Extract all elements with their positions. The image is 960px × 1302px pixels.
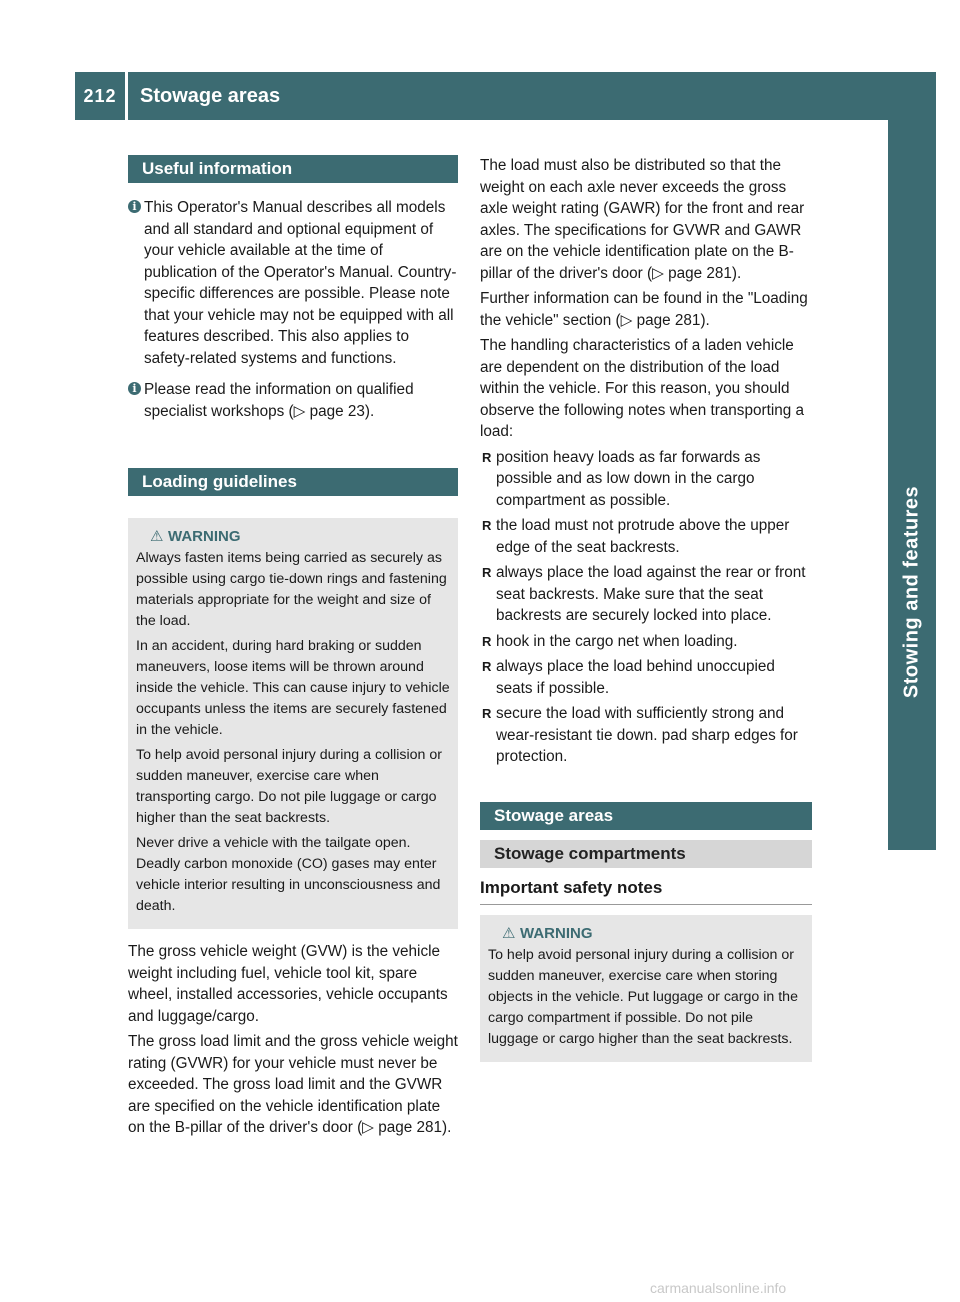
stowage-areas-heading: Stowage areas: [480, 802, 812, 830]
watermark: carmanualsonline.info: [650, 1280, 787, 1296]
body-paragraph: The gross vehicle weight (GVW) is the vehicle weight including fuel, vehicle tool kit, spare wheel, installed accessories, vehicle occupants and luggage/cargo.: [128, 943, 448, 1025]
page-title: Stowage areas: [128, 72, 888, 120]
list-item: R the load must not protrude above the upper edge of the seat backrests.: [480, 515, 812, 558]
list-item: R secure the load with sufficiently strong and wear-resistant tie down. pad sharp edges for protection.: [480, 703, 812, 768]
info-icon: i: [128, 382, 141, 395]
warning-header: [488, 923, 804, 945]
warning-label: WARNING: [168, 528, 241, 545]
warning-box: [480, 915, 812, 1062]
warning-paragraph: Never drive a vehicle with the tailgate open. Deadly carbon monoxide (CO) gases may enter vehicle interior resulting in unconsciousness and death.: [136, 835, 441, 914]
body-paragraph: The gross load limit and the gross vehicle weight rating (GVWR) for your vehicle must never be exceeded. The gross load limit and the GVWR are specified on the vehicle identification plate on the B-pillar of the driver's door (▷ page 281).: [128, 1033, 458, 1136]
page-header: [75, 72, 888, 120]
right-column: [480, 155, 812, 1062]
list-item: R always place the load behind unoccupied seats if possible.: [480, 656, 812, 699]
page-number: 212: [75, 72, 125, 120]
warning-label: WARNING: [520, 924, 593, 942]
list-item: R always place the load against the rear or front seat backrests. Make sure that the seat backrests are securely locked into place.: [480, 562, 812, 627]
list-item: R position heavy loads as far forwards as possible and as low down in the cargo compartment as possible.: [480, 447, 812, 512]
warning-triangle-icon: ⚠: [502, 924, 516, 942]
warning-paragraph: To help avoid personal injury during a collision or sudden maneuver, exercise care when transporting cargo. Do not pile luggage or cargo higher than the seat backrests.: [136, 747, 442, 826]
warning-paragraph: Always fasten items being carried as securely as possible using cargo tie-down rings and fastening materials appropriate for the weight and size of the load.: [136, 550, 447, 629]
safety-notes-heading: Important safety notes: [480, 868, 812, 905]
list-item: R hook in the cargo net when loading.: [480, 631, 812, 653]
body-paragraph: The load must also be distributed so that the weight on each axle never exceeds the gross axle weight rating (GAWR) for the front and rear axles. The specifications for GVWR and GAWR are on the vehicle identification plate on the B-pillar of the driver's door (▷ page 281).: [480, 157, 805, 282]
warning-paragraph: To help avoid personal injury during a collision or sudden maneuver, exercise care when storing objects in the vehicle. Put luggage or cargo in the cargo compartment if possible. Do not pile luggage or cargo higher than the seat backrests.: [488, 946, 798, 1047]
loading-guidelines-heading: Loading guidelines: [128, 468, 458, 496]
body-paragraph: The handling characteristics of a laden vehicle are dependent on the distribution of the load within the vehicle. For this reason, you should observe the following notes when transporting a load:: [480, 337, 804, 440]
info-icon: i: [128, 200, 141, 213]
stowage-compartments-heading: Stowage compartments: [480, 840, 812, 868]
loading-notes-list: [480, 447, 812, 768]
left-column: [128, 155, 458, 1143]
info-note: [128, 379, 458, 422]
warning-paragraph: In an accident, during hard braking or sudden maneuvers, loose items will be thrown around inside the vehicle. This can cause injury to vehicle occupants unless the items are securely fastened in the vehicle.: [136, 638, 450, 738]
warning-header: [136, 526, 450, 548]
info-text: This Operator's Manual describes all models and all standard and optional equipment of your vehicle available at the time of publication of the Operator's Manual. Country-specific differences are possible. Please note that your vehicle may not be equipped with all features described. This also applies to safety-related systems and functions.: [144, 199, 457, 367]
info-note: [128, 197, 458, 369]
warning-triangle-icon: ⚠: [150, 528, 164, 545]
warning-box: [128, 518, 458, 929]
useful-info-heading: Useful information: [128, 155, 458, 183]
side-chapter-text: Stowing and features: [900, 485, 923, 699]
side-chapter-label: [888, 72, 936, 772]
info-text: Please read the information on qualified specialist workshops (▷ page 23).: [144, 381, 414, 420]
body-paragraph: Further information can be found in the "Loading the vehicle" section (▷ page 281).: [480, 290, 808, 329]
